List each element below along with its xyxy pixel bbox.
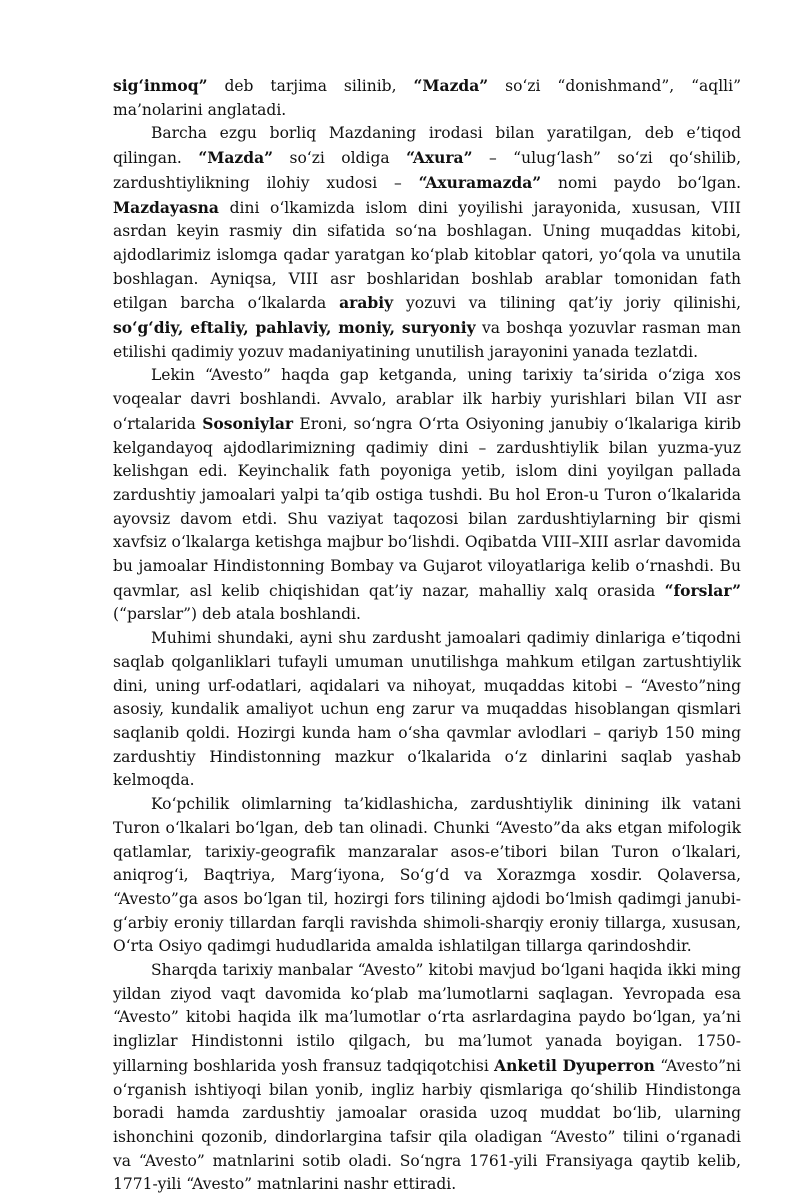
bold-term: Mazdayasna [113,197,219,217]
bold-term: “forslar” [664,580,741,600]
bold-term: arabiy [339,293,394,313]
text-run: nomi paydo bo‘lgan. [541,173,741,192]
text-run: “Avesto”ni o‘rganish ishtiyoqi bilan yonib, ingliz harbiy qismlariga qo‘shilib Hindistonga boradi hamda zardushtiy jamoalar orasida uzoq muddat bo‘lib, ularning ishonchini qozonib, dindorlargina tafsir qila oladigan “Avesto” tilini o‘rganadi va “Avesto” matnlarini sotib oladi. So‘ngra 1761-yili Fransiyaga qaytib kelib, 1771-yili “Avesto” matnlarini nashr ettiradi. [113,1056,741,1194]
bold-term: sig‘inmoq” [113,76,208,95]
text-run: Lekin “Avesto” haqda gap ketganda, uning tarixiy ta’sirida o‘ziga xos voqealar davri boshlandi. Avvalo, arablar ilk harbiy yurishlari bilan VII asr o‘rtalarida [113,366,741,433]
bold-term: “Axura” [406,148,473,168]
bold-term: “Axuramazda” [418,172,542,192]
paragraph [113,627,741,793]
text-run: – “ulug‘lash” so‘zi qo‘shilib, zardushtiylikning ilohiy xudosi – [113,149,742,192]
text-run: so‘zi oldiga [273,149,407,168]
text-run: (“parslar”) deb atala boshlandi. [113,605,361,624]
paragraph [113,364,741,627]
text-run: Eroni, so‘ngra O‘rta Osiyoning janubiy o‘lkalariga kirib kelgandayoq ajdodlarimizning qadimiy dini – zardushtiylik bilan yuzma-yuz kelishgan edi. Keyinchalik fath poyoniga yetib, islom dini yoyilgan pallada zardushtiy jamoalari yalpi ta’qib ostiga tushdi. Bu hol Eron-u Turon o‘lkalarida ayovsiz davom etdi. Shu vaziyat taqozosi bilan zardushtiylarning bir qismi xavfsiz o‘lkalarga ketishga majbur bo‘lishdi. Oqibatda VIII–XIII asrlar davomida bu jamoalar Hindistonning Bombay va Gujarot viloyatlariga kelib o‘rnashdi. Bu qavmlar, asl kelib chiqishidan qat’iy nazar, mahalliy xalq orasida [113,414,741,600]
bold-term: “Mazda” [198,148,274,168]
text-run: dini o‘lkamizda islom dini yoyilishi jarayonida, xususan, VIII asrdan keyin rasmiy din sifatida so‘na boshlagan. Uning muqaddas kitobi, ajdodlarimiz islomga qadar yaratgan ko‘plab kitoblar qatori, yo‘qola va unutila boshlagan. Ayniqsa, VIII asr boshlaridan boshlab arablar tomonidan fath etilgan barcha o‘lkalarda [113,198,741,313]
paragraph [113,74,741,122]
text-run: Sharqda tarixiy manbalar “Avesto” kitobi mavjud bo‘lgani haqida ikki ming yildan ziyod vaqt davomida ko‘plab ma’lumotlarni saqlagan. Yevropada esa “Avesto” kitobi haqida ilk ma’lumotlar o‘rta asrlardagina paydo bo‘lgan, ya’ni inglizlar Hindistonni istilo qilgach, bu ma’lumot yanada boyigan. 1750-yillarning boshlarida yosh fransuz tadqiqotchisi [113,961,741,1075]
text-run: Barcha ezgu borliq Mazdaning irodasi bilan yaratilgan, deb e’tiqod qilingan. [113,124,741,168]
text-run: va boshqa yozuvlar rasman man etilishi qadimiy yozuv madaniyatining unutilish jarayonini yanada tezlatdi. [113,319,741,361]
text-run: deb tarjima silinib, [207,77,414,95]
paragraph [113,959,741,1197]
bold-term: Sosoniylar [202,413,294,433]
paragraph [113,793,741,959]
bold-term: Anketil Dyuperron [494,1055,655,1075]
text-run: so‘zi “donishmand”, “aqlli” ma’nolarini anglatadi. [113,77,741,119]
bold-term: so‘g‘diy, eftaliy, pahlaviy, moniy, suryoniy [113,318,476,338]
document-page [113,74,741,1197]
bold-term: “Mazda” [413,76,489,95]
text-run: yozuvi va tilining qat’iy joriy qilinishi, [393,294,741,313]
paragraph [113,122,741,364]
text-run: Ko‘pchilik olimlarning ta’kidlashicha, zardushtiylik dinining ilk vatani Turon o‘lkalari bo‘lgan, deb tan olinadi. Chunki “Avesto”da aks etgan mifologik qatlamlar, tarixiy-geografik manzaralar asos-e’tibori bilan Turon o‘lkalari, aniqrog‘i, Baqtriya, Marg‘iyona, So‘g‘d va Xorazmga xosdir. Qolaversa, “Avesto”ga asos bo‘lgan til, hozirgi fors tilining ajdodi bo‘lmish qadimgi janubi-g‘arbiy eroniy tillardan farqli ravishda shimoli-sharqiy eroniy tillarga, xususan, O‘rta Osiyo qadimgi hududlarida amalda ishlatilgan tillarga qarindoshdir. [113,795,741,956]
text-run: Muhimi shundaki, ayni shu zardusht jamoalari qadimiy dinlariga e’tiqodni saqlab qolganliklari tufayli umuman unutilishga mahkum etilgan zartushtiylik dini, uning urf-odatlari, aqidalari va nihoyat, muqaddas kitobi – “Avesto”ning asosiy, kundalik amaliyot uchun eng zarur va muqaddas hisoblangan qismlari saqlanib qoldi. Hozirgi kunda ham o‘sha qavmlar avlodlari – qariyb 150 ming zardushtiy Hindistonning mazkur o‘lkalarida o‘z dinlarini saqlab yashab kelmoqda. [113,629,741,790]
